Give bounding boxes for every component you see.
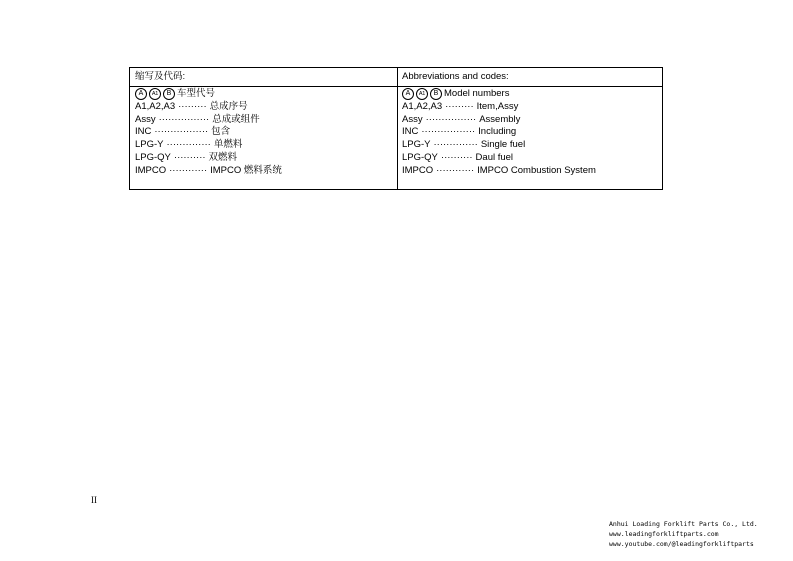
row-code: Assy — [402, 113, 423, 125]
table-row — [402, 165, 662, 178]
row-dots: ············ — [436, 164, 475, 176]
row-text: Model numbers — [444, 88, 510, 99]
row-dots: ················· — [421, 126, 476, 138]
row-text: Item,Assy — [476, 100, 519, 112]
table-row — [135, 139, 397, 152]
table-row — [402, 139, 662, 152]
table-row — [135, 126, 397, 139]
model-mark-a1: A1 — [149, 88, 161, 100]
row-code: Assy — [135, 113, 156, 125]
right-header: Abbreviations and codes: — [397, 68, 662, 87]
row-code: IMPCO — [402, 164, 434, 176]
left-header: 缩写及代码: — [130, 68, 397, 87]
table-row — [135, 165, 397, 178]
table-row — [135, 152, 397, 165]
table-row — [402, 101, 662, 114]
table-row — [402, 126, 662, 139]
model-mark-b: B — [163, 88, 175, 100]
row-text: 车型代号 — [177, 88, 216, 99]
row-text: 单燃料 — [213, 139, 243, 151]
table-row — [402, 152, 662, 165]
model-mark-a: A — [135, 88, 147, 100]
row-dots: ················ — [425, 113, 477, 125]
row-text: 包含 — [211, 126, 231, 138]
row-dots: ·········· — [173, 151, 206, 163]
english-column — [397, 68, 662, 189]
row-code: INC — [135, 126, 152, 138]
row-text: 双燃料 — [208, 151, 238, 163]
footer-website: www.leadingforkliftparts.com — [609, 530, 719, 538]
row-code: A1,A2,A3 — [402, 100, 443, 112]
table-row — [135, 114, 397, 127]
row-text: Single fuel — [480, 139, 526, 151]
row-dots: ················ — [158, 113, 210, 125]
row-code: A1,A2,A3 — [135, 100, 176, 112]
row-text: Assembly — [479, 113, 521, 125]
model-mark-b: B — [430, 88, 442, 100]
page-number: II — [91, 495, 97, 505]
row-text: IMPCO 燃料系统 — [210, 164, 282, 176]
footer-company: Anhui Loading Forklift Parts Co., Ltd. — [609, 520, 758, 528]
row-code: IMPCO — [135, 164, 167, 176]
row-text: 总成序号 — [209, 100, 248, 112]
row-dots: ············ — [169, 164, 208, 176]
row-code: LPG-QY — [402, 151, 438, 163]
row-dots: ········· — [445, 100, 474, 112]
row-text: IMPCO Combustion System — [477, 164, 596, 176]
footer-credits — [609, 519, 758, 549]
table-row — [135, 88, 397, 101]
row-code: LPG-Y — [135, 139, 164, 151]
row-code: LPG-Y — [402, 139, 431, 151]
row-text: 总成或组件 — [212, 113, 260, 125]
table-row — [402, 114, 662, 127]
row-code: INC — [402, 126, 419, 138]
model-mark-a1: A1 — [416, 88, 428, 100]
row-dots: ·············· — [166, 139, 211, 151]
row-text: Daul fuel — [475, 151, 514, 163]
abbreviations-table — [129, 67, 663, 190]
chinese-column — [130, 68, 398, 189]
row-dots: ················· — [154, 126, 209, 138]
table-row — [135, 101, 397, 114]
row-text: Including — [478, 126, 517, 138]
row-dots: ········· — [178, 100, 207, 112]
footer-youtube: www.youtube.com/@leadingforkliftparts — [609, 540, 754, 548]
row-code: LPG-QY — [135, 151, 171, 163]
table-row — [402, 88, 662, 101]
row-dots: ·············· — [433, 139, 478, 151]
model-mark-a: A — [402, 88, 414, 100]
row-dots: ·········· — [440, 151, 473, 163]
